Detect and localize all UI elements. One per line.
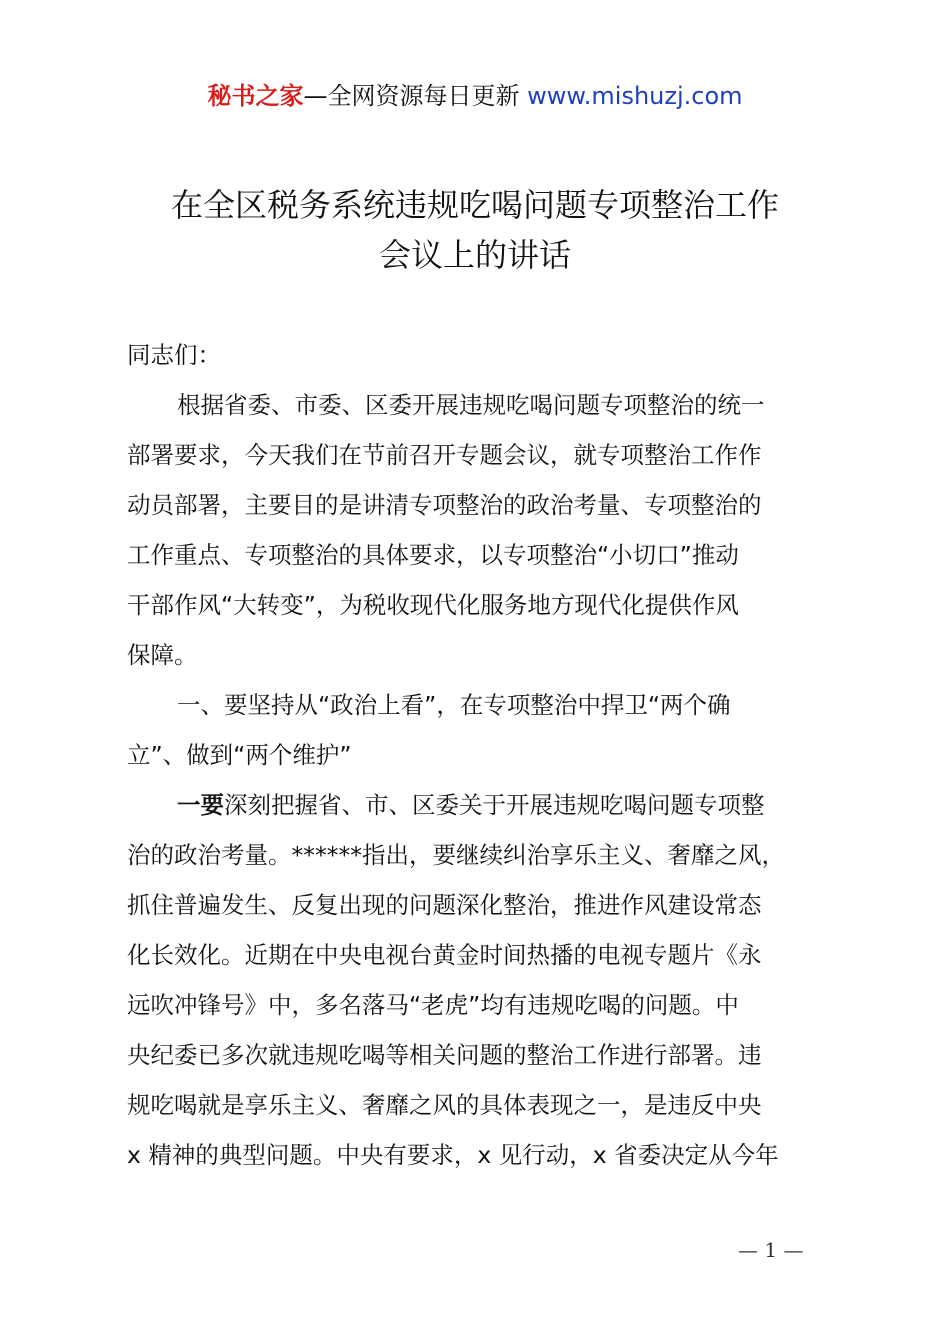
title-line-1: 在全区税务系统违规吃喝问题专项整治工作 xyxy=(170,186,779,224)
paragraph-line: 规吃喝就是享乐主义、奢靡之风的具体表现之一，是违反中央 xyxy=(127,1091,762,1119)
paragraph-line: 化长效化。近期在中央电视台黄金时间热播的电视专题片《永 xyxy=(127,941,762,969)
paragraph-line: 工作重点、专项整治的具体要求，以专项整治“小切口”推动 xyxy=(127,541,739,569)
paragraph-line: 保障。 xyxy=(127,641,198,669)
paragraph-line: 根据省委、市委、区委开展违规吃喝问题专项整治的统一 xyxy=(177,391,765,419)
document-title xyxy=(60,180,890,280)
document-body xyxy=(127,330,837,1180)
paragraph-line xyxy=(127,780,837,830)
title-line-2: 会议上的讲话 xyxy=(378,236,571,274)
paragraph-line: 动员部署，主要目的是讲清专项整治的政治考量、专项整治的 xyxy=(127,491,762,519)
point-lead: 一要 xyxy=(177,791,224,819)
header-tagline: —全网资源每日更新 xyxy=(303,82,528,110)
brand-name: 秘书之家 xyxy=(207,82,304,110)
paragraph-line: 远吹冲锋号》中，多名落马“老虎”均有违规吃喝的问题。中 xyxy=(127,991,739,1019)
paragraph-line: 部署要求，今天我们在节前召开专题会议，就专项整治工作作 xyxy=(127,441,762,469)
heading-line: 一、要坚持从“政治上看”，在专项整治中捍卫“两个确 xyxy=(177,691,731,719)
point-lead-rest: 深刻把握省、市、区委关于开展违规吃喝问题专项整 xyxy=(224,791,765,819)
watermark-header xyxy=(0,78,950,114)
paragraph-line: 治的政治考量。******指出，要继续纠治享乐主义、奢靡之风， xyxy=(127,841,785,869)
paragraph-line: x 精神的典型问题。中央有要求，x 见行动，x 省委决定从今年 xyxy=(127,1141,779,1169)
header-site-url: www.mishuzj.com xyxy=(527,82,743,110)
paragraph-point-1 xyxy=(127,780,837,1180)
salutation: 同志们： xyxy=(127,341,221,369)
paragraph-line: 干部作风“大转变”，为税收现代化服务地方现代化提供作风 xyxy=(127,591,739,619)
paragraph-intro xyxy=(127,380,837,680)
paragraph-line: 央纪委已多次就违规吃喝等相关问题的整治工作进行部署。违 xyxy=(127,1041,762,1069)
paragraph-line: 抓住普遍发生、反复出现的问题深化整治，推进作风建设常态 xyxy=(127,891,762,919)
page-number: — 1 — xyxy=(738,1238,804,1262)
heading-line: 立”、做到“两个维护” xyxy=(127,741,352,769)
section-heading-1 xyxy=(127,680,837,780)
